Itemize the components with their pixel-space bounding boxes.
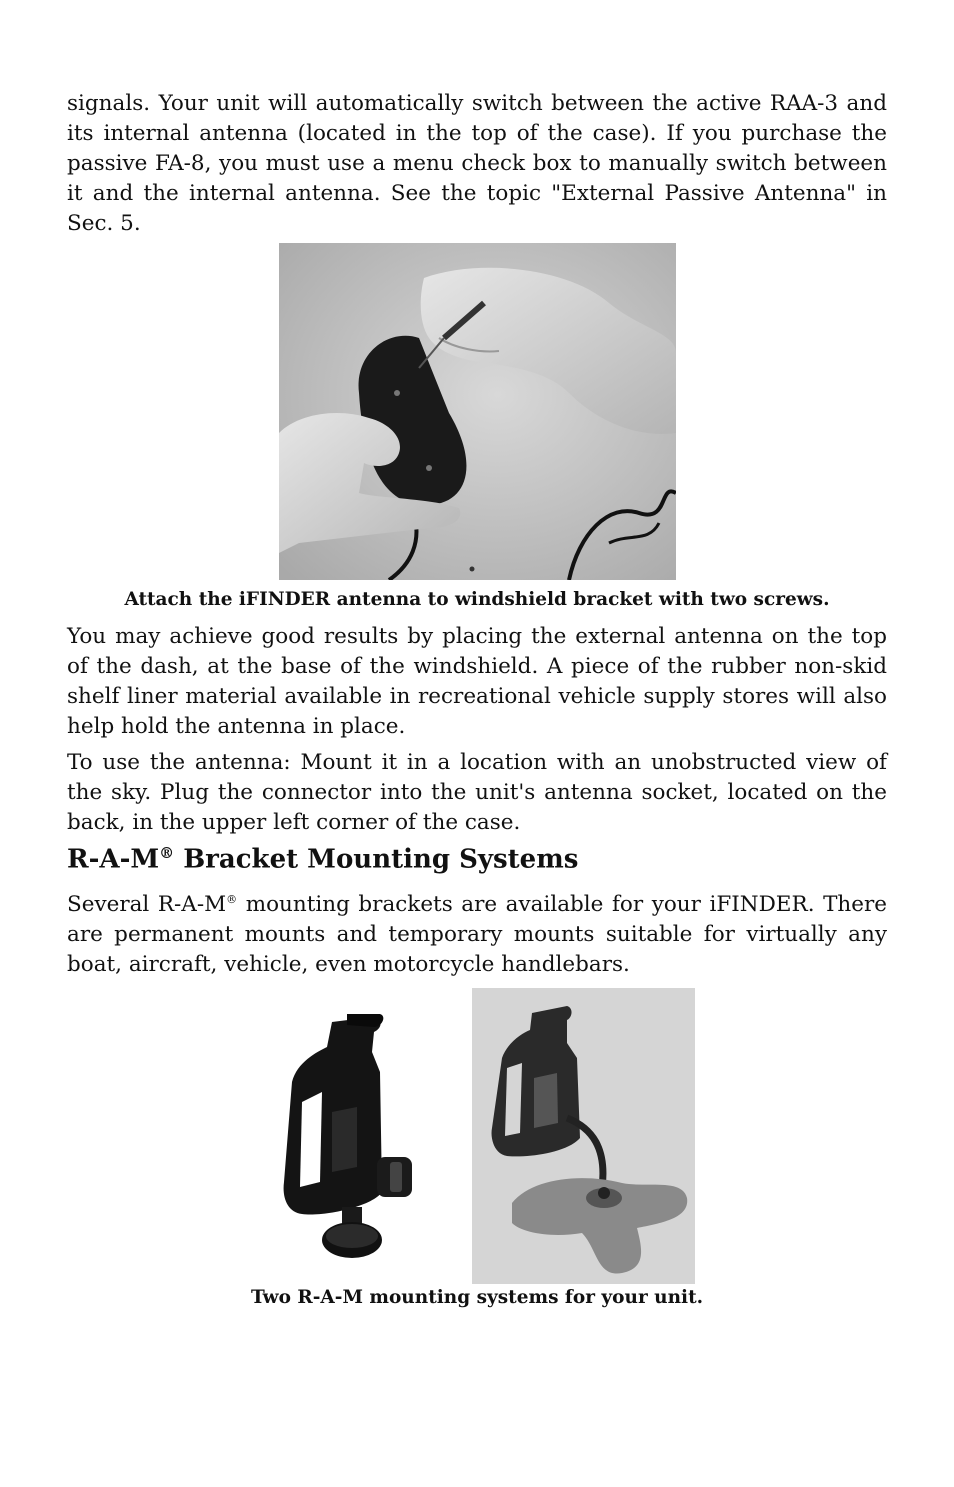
section-title-prefix: R-A-M <box>67 844 160 875</box>
antenna-usage-text: To use the antenna: Mount it in a location with an unobstructed view of the sky. Plug the connector into the unit's antenna socket, located on the back, in the upper left corner of the case. <box>67 750 887 835</box>
ram-permanent-mount-photo <box>262 992 442 1278</box>
dash-placement-text: You may achieve good results by placing the external antenna on the top of the dash, at the base of the windshield. A piece of the rubber non-skid shelf liner material available in recreational vehicle supply stores will also help hold the antenna in place. <box>67 624 887 739</box>
ram-flexible-mount-photo <box>472 988 695 1284</box>
ram-text <box>67 885 887 980</box>
dash-placement-paragraph <box>67 622 887 742</box>
intro-paragraph <box>67 89 887 239</box>
ram-text-rest: mounting brackets are available for your iFINDER. There are permanent mounts and temporary mounts suitable for virtually any boat, aircraft, vehicle, even motorcycle handlebars. <box>67 892 888 978</box>
antenna-usage-paragraph <box>67 748 887 838</box>
registered-mark-small: ® <box>226 893 238 906</box>
intro-text: signals. Your unit will automatically switch between the active RAA-3 and its internal antenna (located in the top of the case). If you purchase the passive FA-8, you must use a menu check box to manually switch between it and the internal antenna. See the topic "External Passive Antenna" in Sec. 5. <box>67 91 887 236</box>
registered-mark: ® <box>159 844 175 862</box>
figure2-caption: Two R-A-M mounting systems for your unit. <box>250 1287 704 1308</box>
section-heading <box>67 844 887 875</box>
ram-paragraph <box>67 885 887 980</box>
ram-text-start: Several R-A-M <box>67 892 227 918</box>
section-title-suffix: Bracket Mounting Systems <box>174 844 579 875</box>
antenna-bracket-photo <box>279 243 676 580</box>
section-title <box>67 844 887 875</box>
figure1-caption: Attach the iFINDER antenna to windshield bracket with two screws. <box>124 589 830 610</box>
